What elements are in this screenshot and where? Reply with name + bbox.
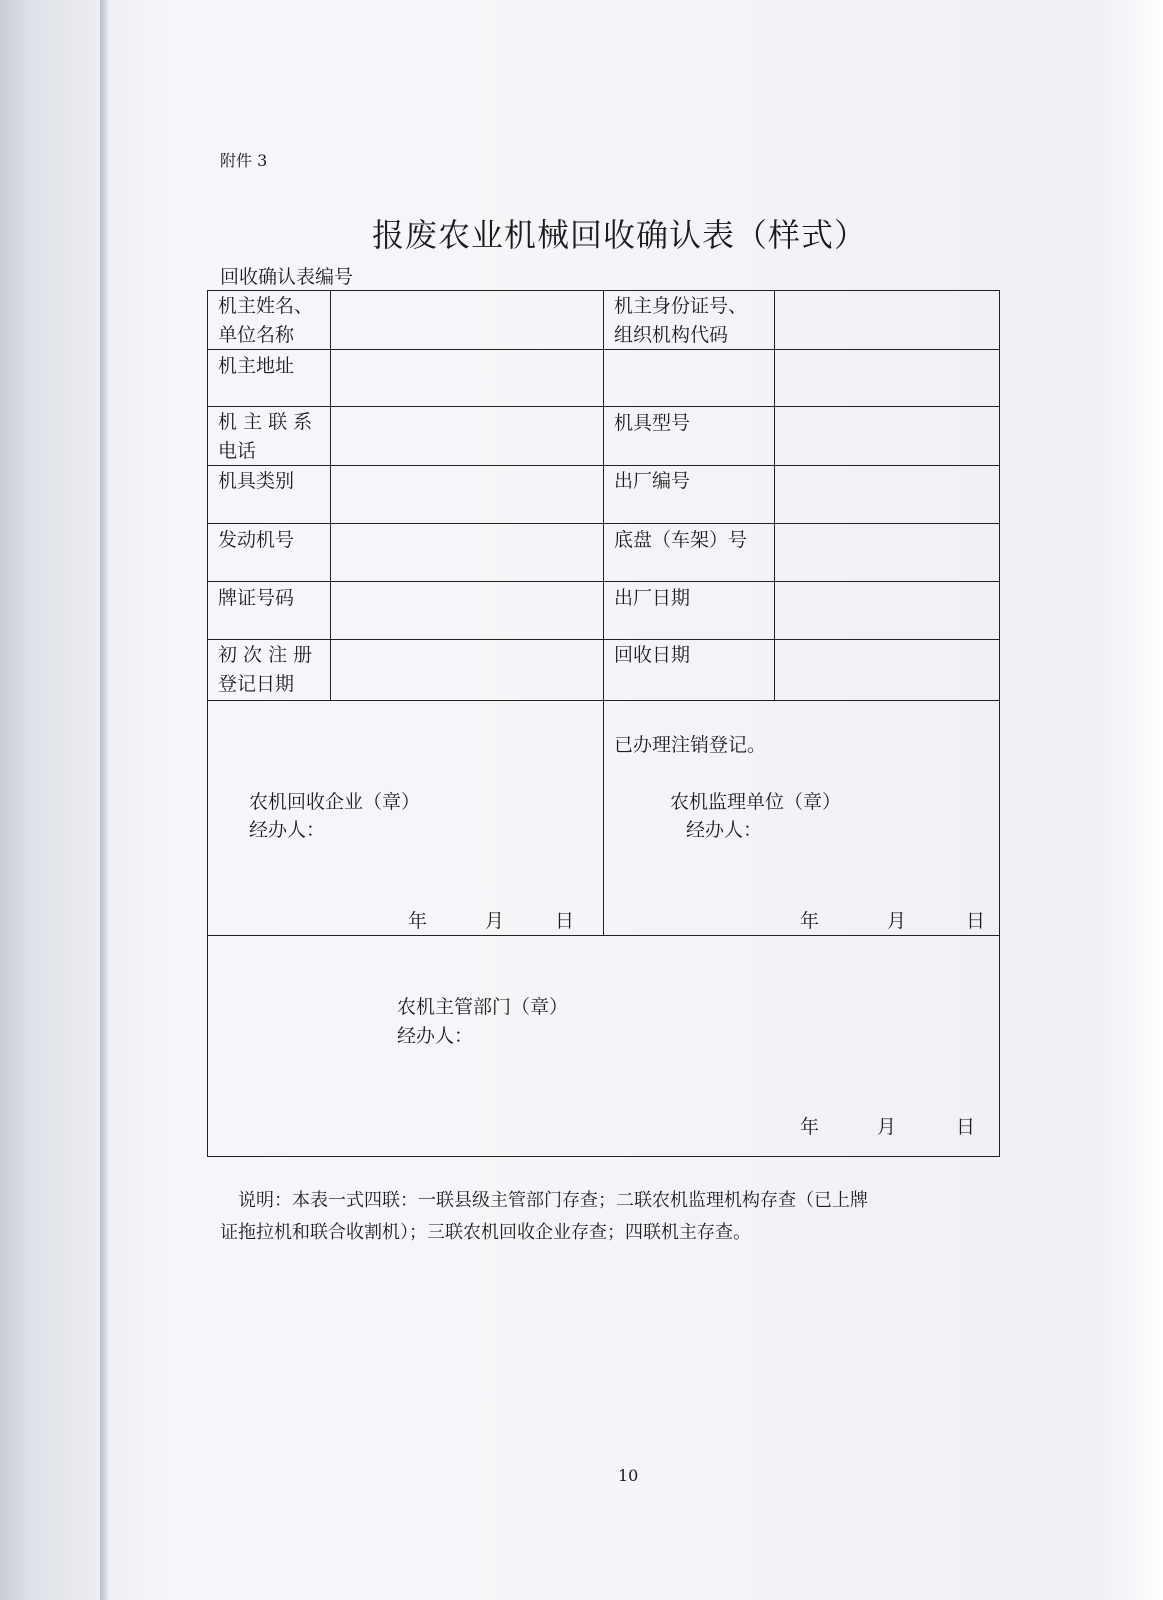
- table-rule: [207, 935, 1000, 936]
- page-number: 10: [618, 1466, 639, 1485]
- machine-category-label: 机具类别: [218, 470, 295, 492]
- engine-number-label: 发动机号: [218, 529, 295, 551]
- factory-number-label: 出厂编号: [614, 470, 691, 492]
- attachment-label: 附件 3: [220, 151, 268, 170]
- plate-number-label: 牌证号码: [218, 587, 295, 609]
- supervision-seal-label: 农机监理单位（章）: [670, 791, 842, 813]
- owner-id-label: 机主身份证号、 组织机构代码: [614, 295, 748, 346]
- supervision-agent-label: 经办人：: [686, 819, 763, 841]
- authority-agent-label: 经办人：: [397, 1025, 474, 1047]
- serial-number-label: 回收确认表编号: [220, 266, 354, 288]
- table-rule: [330, 290, 331, 700]
- chassis-number-label: 底盘（车架）号: [614, 529, 748, 551]
- recycler-seal-label: 农机回收企业（章）: [249, 791, 421, 813]
- recycler-agent-label: 经办人：: [249, 819, 326, 841]
- machine-model-label: 机具型号: [614, 412, 691, 434]
- binding-shadow: [100, 0, 108, 1600]
- factory-date-label: 出厂日期: [614, 587, 691, 609]
- note-line-1: 说明：本表一式四联：一联县级主管部门存查；二联农机监理机构存查（已上牌: [238, 1190, 868, 1211]
- note-line-2: 证拖拉机和联合收割机）；三联农机回收企业存查；四联机主存查。: [220, 1222, 751, 1243]
- form-title: 报废农业机械回收确认表（样式）: [372, 216, 868, 254]
- authority-seal-label: 农机主管部门（章）: [397, 996, 569, 1018]
- deregistered-text: 已办理注销登记。: [614, 734, 767, 756]
- first-registration-date-label: 初 次 注 册 登记日期: [218, 644, 313, 695]
- owner-name-label: 机主姓名、 单位名称: [218, 295, 314, 346]
- owner-phone-label: 机 主 联 系 电话: [218, 411, 313, 462]
- owner-address-label: 机主地址: [218, 355, 295, 377]
- table-rule: [603, 290, 604, 935]
- table-rule: [774, 290, 775, 700]
- recycle-date-label: 回收日期: [614, 644, 691, 666]
- scanned-page: 附件 3 报废农业机械回收确认表（样式） 回收确认表编号 机主姓名、 单位名称 机主身份证号、 组织机构代码 机主地址 机 主 联 系 电话 机具型号 机具类别 出厂编号 发动机号 底盘（车架）号 牌证号码 出厂日期 初 次 注 册 登记日期 回收日期 已办理注销登记。 农机回收企业（章） 经办人： 农机监理单位（章） 经办人： 年 月 日 年 月 日 农机主管部门（章） 经办人： 年 月 日 说明：本表一式四联：一联县级主管部门存查；二联农机监理机构存查（已上牌 证拖拉机和联合收割机）；三联农机回收企业存查；四联机主存查。 10: [0, 0, 1163, 1600]
